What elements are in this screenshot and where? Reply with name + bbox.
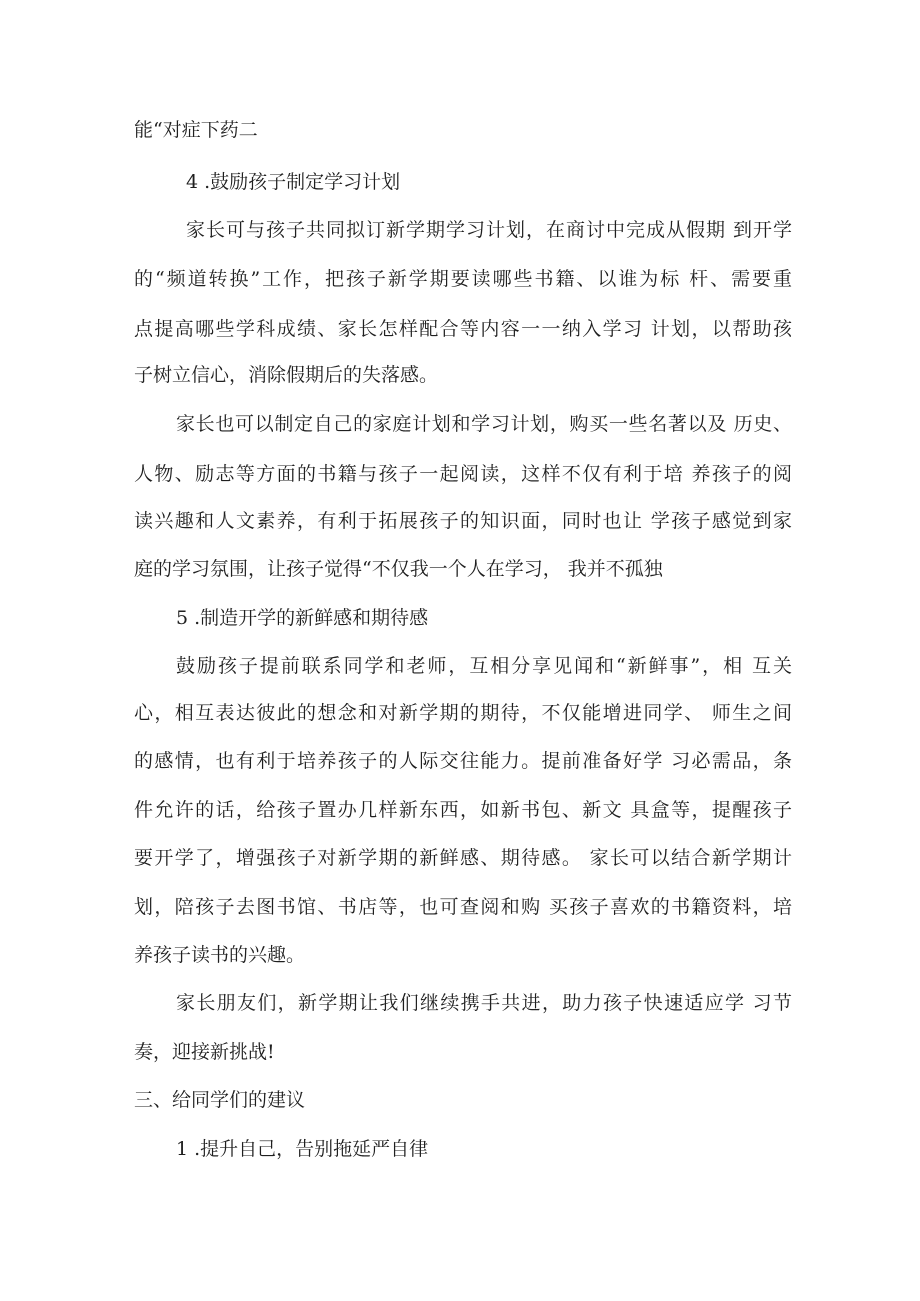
body-line: 要开学了，增强孩子对新学期的新鲜感、期待感。 家长可以结合新学期计 (134, 847, 794, 869)
section-heading: 4 .鼓励孩子制定学习计划 (186, 171, 401, 193)
body-line: 奏，迎接新挑战! (134, 1041, 275, 1063)
body-line: 庭的学习氛围，让孩子觉得“不仅我一个人在学习， 我并不孤独 (134, 558, 663, 580)
body-line: 的“频道转换”工作，把孩子新学期要读哪些书籍、以谁为标 杆、需要重 (134, 268, 794, 290)
body-line: 家长朋友们，新学期让我们继续携手共进，助力孩子快速适应学 习节 (176, 992, 794, 1014)
body-line: 读兴趣和人文素养，有利于拓展孩子的知识面，同时也让 学孩子感觉到家 (134, 510, 794, 532)
body-line: 子树立信心，消除假期后的失落感。 (134, 364, 439, 386)
body-line: 的感情，也有利于培养孩子的人际交往能力。提前准备好学 习必需品，条 (134, 750, 794, 772)
body-line: 养孩子读书的兴趣。 (134, 944, 306, 966)
body-line: 件允许的话，给孩子置办几样新东西，如新书包、新文 具盒等，提醒孩子 (134, 799, 794, 821)
chapter-heading: 三、给同学们的建议 (134, 1089, 306, 1111)
body-line: 人物、励志等方面的书籍与孩子一起阅读，这样不仅有利于培 养孩子的阅 (134, 463, 794, 485)
section-heading: 5 .制造开学的新鲜感和期待感 (176, 607, 429, 629)
body-line: 能“对症下药二 (134, 119, 258, 141)
body-line: 心，相互表达彼此的想念和对新学期的期待，不仅能增进同学、 师生之间 (134, 702, 794, 724)
body-line: 鼓励孩子提前联系同学和老师，互相分享见闻和“新鲜事”，相 互关 (176, 655, 794, 677)
body-line: 划，陪孩子去图书馆、书店等，也可查阅和购 买孩子喜欢的书籍资料，培 (134, 896, 794, 918)
body-line: 点提高哪些学科成绩、家长怎样配合等内容一一纳入学习 计划，以帮助孩 (134, 318, 794, 340)
body-line: 家长也可以制定自己的家庭计划和学习计划，购买一些名著以及 历史、 (176, 413, 793, 435)
section-heading: 1 .提升自己，告别拖延严自律 (176, 1138, 429, 1160)
body-line: 家长可与孩子共同拟订新学期学习计划，在商讨中完成从假期 到开学 (186, 219, 793, 241)
